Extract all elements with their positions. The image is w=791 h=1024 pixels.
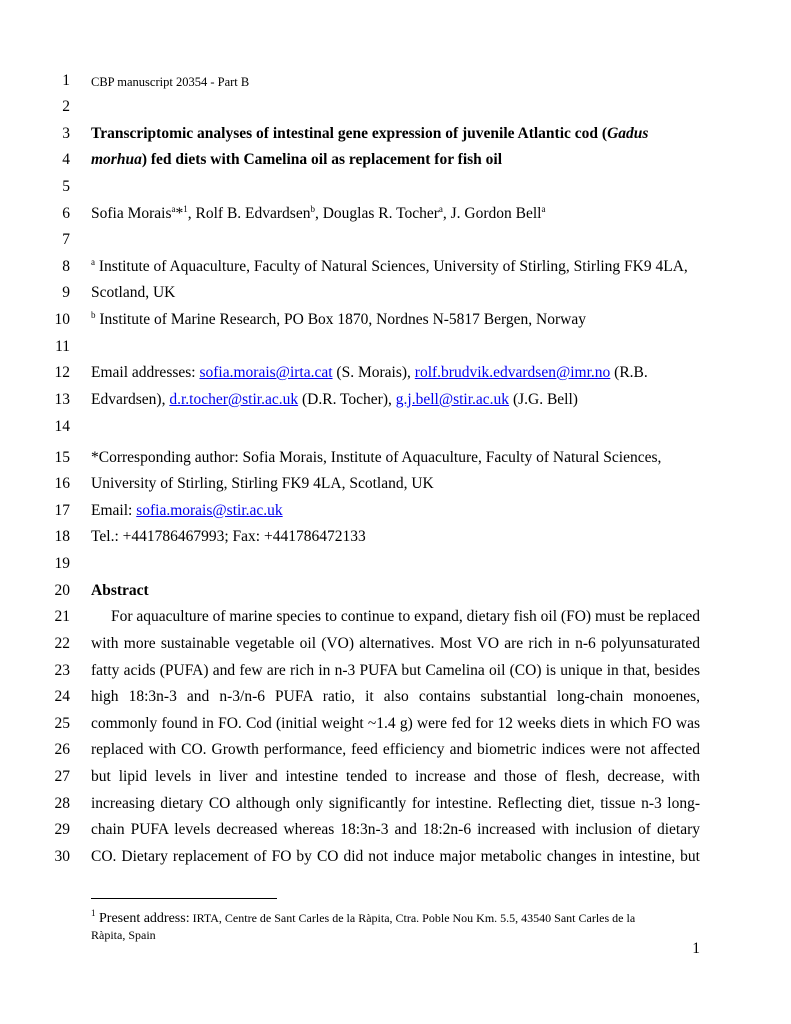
corresponding-email: Email: sofia.morais@stir.ac.uk — [91, 502, 283, 519]
line-number: 20 — [54, 582, 70, 599]
abstract-line: high 18:3n-3 and n-3/n-6 PUFA ratio, it also contains substantial long-chain monoenes, — [91, 688, 700, 705]
line-number: 17 — [54, 502, 70, 519]
email-link-morais[interactable]: sofia.morais@irta.cat — [199, 364, 333, 381]
abstract-line: fatty acids (PUFA) and few are rich in n-3 PUFA but Camelina oil (CO) is unique in that, besides — [91, 662, 700, 679]
line-number: 6 — [62, 205, 70, 222]
line-number: 5 — [62, 178, 70, 195]
affiliation-b: $^b$ Institute of Marine Research, PO Box 1870, Nordnes N-5817 Bergen, Norway — [91, 310, 586, 328]
line-number: 27 — [54, 768, 70, 785]
affiliation-a: $^a$ Institute of Aquaculture, Faculty of Natural Sciences, University of Stirling, Stirling FK9 4LA, — [91, 257, 688, 275]
email-addresses-line-2: Edvardsen), d.r.tocher@stir.ac.uk (D.R. Tocher), g.j.bell@stir.ac.uk (J.G. Bell) — [91, 391, 578, 408]
line-number: 29 — [54, 821, 70, 838]
line-number: 18 — [54, 528, 70, 545]
line-number: 15 — [54, 449, 70, 466]
line-number: 9 — [62, 284, 70, 301]
line-number: 14 — [54, 418, 70, 435]
abstract-line: increasing dietary CO although only significantly for intestine. Reflecting diet, tissue n-3 long- — [91, 795, 700, 812]
abstract-line: with more sustainable vegetable oil (VO) alternatives. Most VO are rich in n-6 polyunsaturated — [91, 635, 700, 652]
email-link-edvardsen[interactable]: rolf.brudvik.edvardsen@imr.no — [414, 364, 611, 381]
abstract-line: but lipid levels in liver and intestine tended to increase and those of flesh, decrease, with — [91, 768, 700, 785]
abstract-line: chain PUFA levels decreased whereas 18:3n-3 and 18:2n-6 increased with inclusion of dietary — [91, 821, 700, 838]
email-link-bell[interactable]: g.j.bell@stir.ac.uk — [395, 391, 510, 408]
email-link-tocher[interactable]: d.r.tocher@stir.ac.uk — [169, 391, 299, 408]
footnote: $^1$ Present address: IRTA, Centre de Sant Carles de la Ràpita, Ctra. Poble Nou Km. 5.5, 43540 Sant Carles de la — [91, 908, 636, 926]
paper-title-line-1: Transcriptomic analyses of intestinal gene expression of juvenile Atlantic cod (Gadus — [91, 125, 649, 142]
line-number: 11 — [55, 338, 70, 355]
line-number: 26 — [54, 741, 70, 758]
paper-title-line-2: morhua) fed diets with Camelina oil as replacement for fish oil — [91, 151, 503, 168]
line-number: 12 — [54, 364, 70, 381]
line-number: 8 — [62, 258, 70, 275]
line-number: 2 — [62, 98, 70, 115]
manuscript-header: CBP manuscript 20354 - Part B — [91, 75, 250, 89]
line-number: 10 — [54, 311, 70, 328]
line-number: 24 — [54, 688, 70, 705]
abstract-line: commonly found in FO. Cod (initial weight ~1.4 g) were fed for 12 weeks diets in which FO was — [91, 715, 700, 732]
email-link-corresponding[interactable]: sofia.morais@stir.ac.uk — [136, 502, 283, 519]
affiliation-a-cont: Scotland, UK — [91, 284, 176, 301]
line-number: 23 — [54, 662, 70, 679]
footnote-cont: Ràpita, Spain — [91, 928, 156, 942]
corresponding-address: University of Stirling, Stirling FK9 4LA, Scotland, UK — [91, 475, 434, 492]
abstract-line: CO. Dietary replacement of FO by CO did not induce major metabolic changes in intestine, but — [91, 848, 700, 865]
line-number: 30 — [54, 848, 70, 865]
line-number: 1 — [62, 72, 70, 89]
abstract-heading: Abstract — [91, 582, 149, 599]
line-number: 4 — [62, 151, 70, 168]
author-list: Sofia Morais$^a$*$^1$, Rolf B. Edvardsen$^b$, Douglas R. Tocher$^a$, J. Gordon Bell$^a$ — [91, 204, 546, 222]
page-number: 1 — [692, 940, 700, 957]
line-number: 16 — [54, 475, 70, 492]
line-number: 7 — [62, 231, 70, 248]
abstract-line: replaced with CO. Growth performance, feed efficiency and biometric indices were not affected — [91, 741, 700, 758]
line-number: 25 — [54, 715, 70, 732]
email-addresses-line-1: Email addresses: sofia.morais@irta.cat (S. Morais), rolf.brudvik.edvardsen@imr.no (R.B. — [91, 364, 648, 381]
footnote-rule — [91, 898, 277, 899]
contact-phone-fax: Tel.: +441786467993; Fax: +441786472133 — [91, 528, 366, 545]
line-number: 3 — [62, 125, 70, 142]
corresponding-author: *Corresponding author: Sofia Morais, Institute of Aquaculture, Faculty of Natural Sciences, — [91, 449, 662, 466]
abstract-line: For aquaculture of marine species to continue to expand, dietary fish oil (FO) must be replaced — [111, 608, 700, 625]
line-number: 28 — [54, 795, 70, 812]
line-number: 19 — [54, 555, 70, 572]
line-number: 13 — [54, 391, 70, 408]
line-number: 21 — [54, 608, 70, 625]
line-number: 22 — [54, 635, 70, 652]
